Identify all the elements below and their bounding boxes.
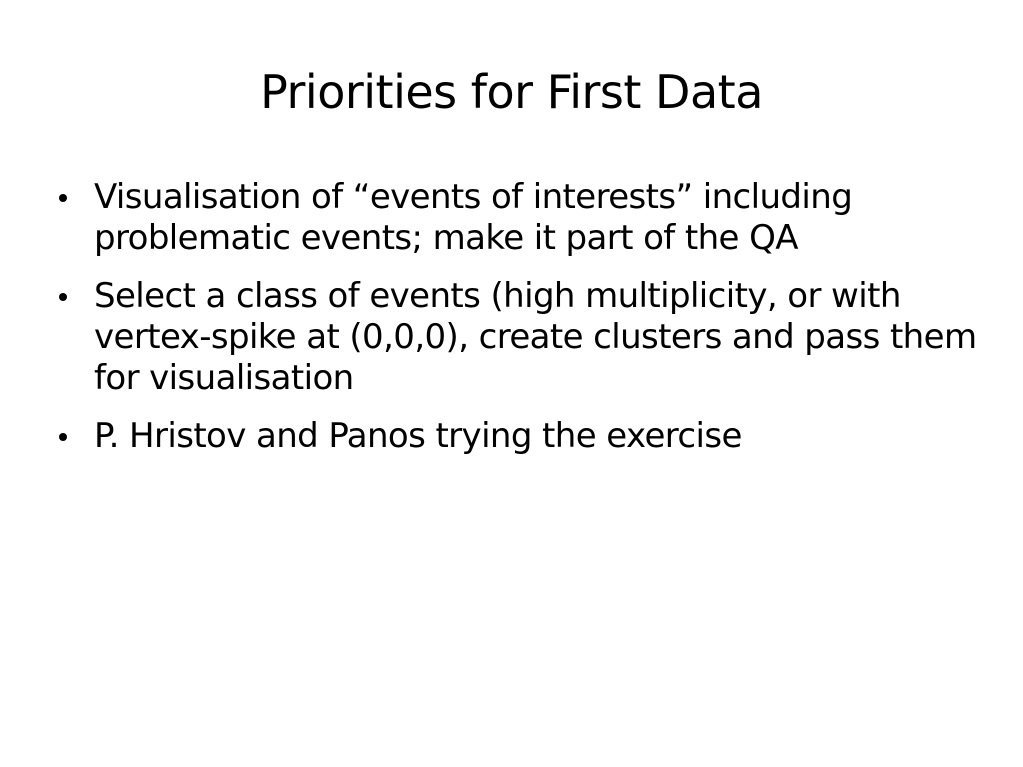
bullet-dot-icon (59, 194, 67, 202)
slide-title: Priorities for First Data (260, 65, 763, 119)
bullet-dot-icon (59, 433, 67, 441)
bullet-item (56, 276, 986, 399)
bullet-item (56, 177, 986, 259)
bullet-text: Select a class of events (high multiplicity, or with vertex-spike at (0,0,0), create clusters and pass them for visualisation (94, 276, 977, 398)
bullet-dot-icon (59, 293, 67, 301)
bullet-text: Visualisation of “events of interests” including problematic events; make it part of the QA (94, 177, 853, 258)
bullet-text: P. Hristov and Panos trying the exercise (94, 416, 742, 456)
bullet-list (56, 177, 986, 474)
bullet-item (56, 416, 986, 457)
